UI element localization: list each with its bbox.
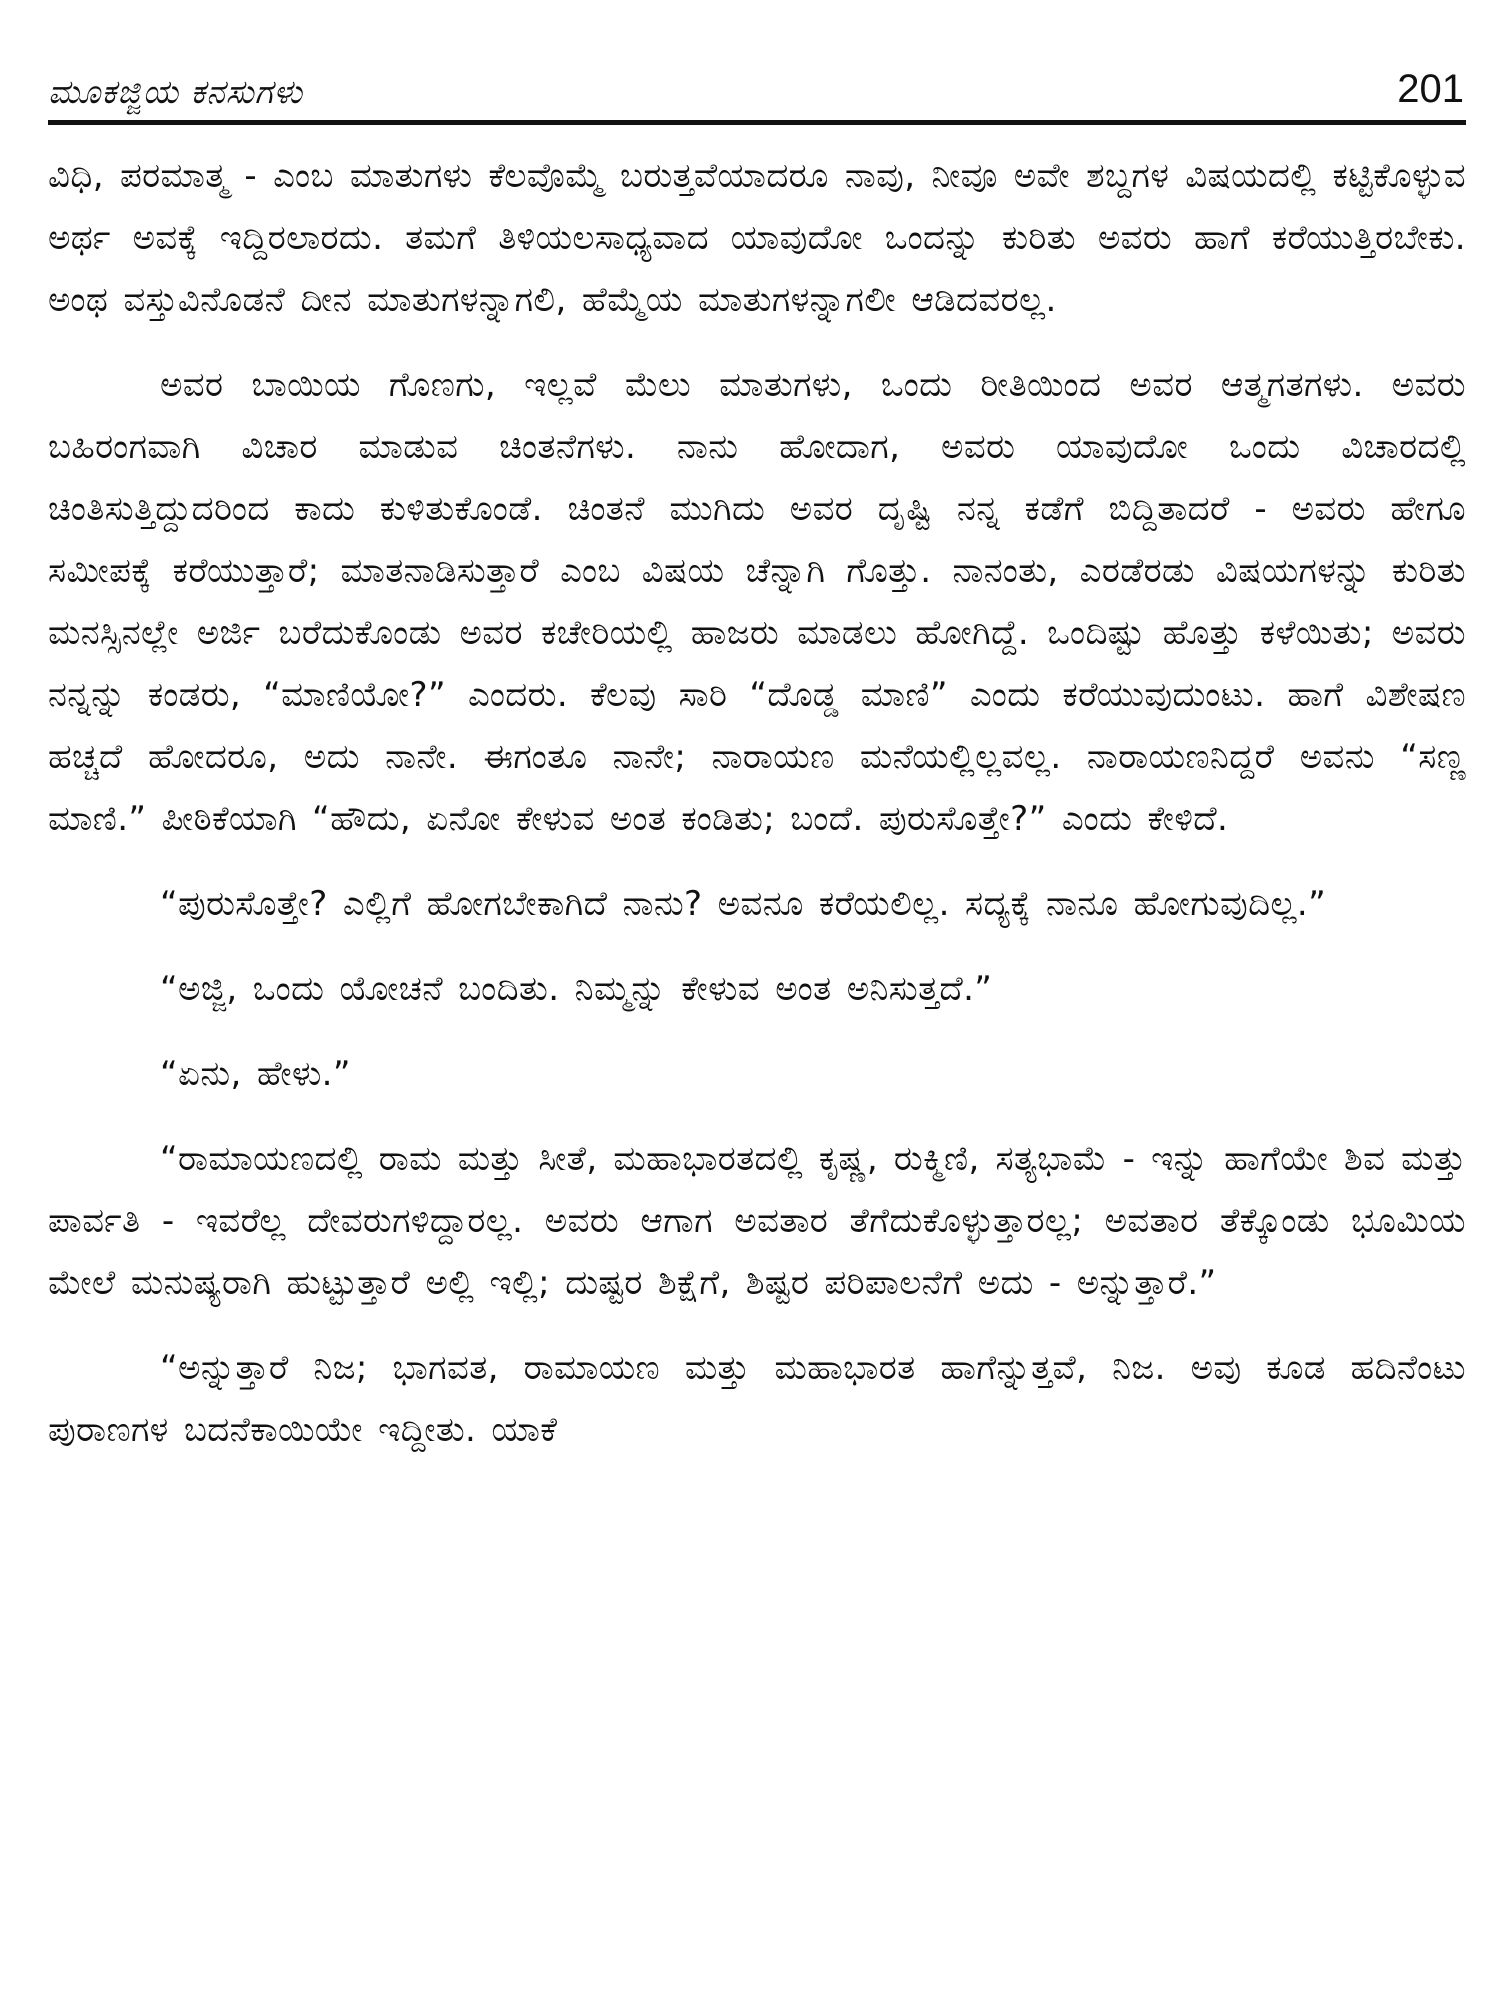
paragraph: “ರಾಮಾಯಣದಲ್ಲಿ ರಾಮ ಮತ್ತು ಸೀತೆ, ಮಹಾಭಾರತದಲ್ಲಿ ಕೃಷ್ಣ, ರುಕ್ಮಿಣಿ, ಸತ್ಯಭಾಮೆ - ಇನ್ನು ಹಾಗೆಯೇ ಶಿವ ಮತ್ತು ಪಾರ್ವತಿ - ಇವರೆಲ್ಲ ದೇವರುಗಳಿದ್ದಾರಲ್ಲ. ಅವರು ಆಗಾಗ ಅವತಾರ ತೆಗೆದುಕೊಳ್ಳುತ್ತಾರಲ್ಲ; ಅವತಾರ ತೆಕ್ಕೊಂಡು ಭೂಮಿಯ ಮೇಲೆ ಮನುಷ್ಯರಾಗಿ ಹುಟ್ಟುತ್ತಾರೆ ಅಲ್ಲಿ ಇಲ್ಲಿ; ದುಷ್ಟರ ಶಿಕ್ಷೆಗೆ, ಶಿಷ್ಟರ ಪರಿಪಾಲನೆಗೆ ಅದು - ಅನ್ನುತ್ತಾರೆ.” <box>48 1139 1466 1303</box>
book-page <box>48 60 1466 1484</box>
paragraph: “ಅಜ್ಜಿ, ಒಂದು ಯೋಚನೆ ಬಂದಿತು. ನಿಮ್ಮನ್ನು ಕೇಳುವ ಅಂತ ಅನಿಸುತ್ತದೆ.” <box>160 969 993 1009</box>
paragraph: ವಿಧಿ, ಪರಮಾತ್ಮ - ಎಂಬ ಮಾತುಗಳು ಕೆಲವೊಮ್ಮೆ ಬರುತ್ತವೆಯಾದರೂ ನಾವು, ನೀವೂ ಅವೇ ಶಬ್ದಗಳ ವಿಷಯದಲ್ಲಿ ಕಟ್ಟಿಕೊಳ್ಳುವ ಅರ್ಥ ಅವಕ್ಕೆ ಇದ್ದಿರಲಾರದು. ತಮಗೆ ತಿಳಿಯಲಸಾಧ್ಯವಾದ ಯಾವುದೋ ಒಂದನ್ನು ಕುರಿತು ಅವರು ಹಾಗೆ ಕರೆಯುತ್ತಿರಬೇಕು. ಅಂಥ ವಸ್ತುವಿನೊಡನೆ ದೀನ ಮಾತುಗಳನ್ನಾಗಲಿ, ಹೆಮ್ಮೆಯ ಮಾತುಗಳನ್ನಾಗಲೀ ಆಡಿದವರಲ್ಲ. <box>48 156 1466 320</box>
body-text <box>48 145 1466 1461</box>
page-number: 201 <box>1397 67 1464 111</box>
paragraph: “ಪುರುಸೊತ್ತೇ? ಎಲ್ಲಿಗೆ ಹೋಗಬೇಕಾಗಿದೆ ನಾನು? ಅವನೂ ಕರೆಯಲಿಲ್ಲ. ಸದ್ಯಕ್ಕೆ ನಾನೂ ಹೋಗುವುದಿಲ್ಲ.” <box>160 884 1327 924</box>
paragraph: “ಅನ್ನುತ್ತಾರೆ ನಿಜ; ಭಾಗವತ, ರಾಮಾಯಣ ಮತ್ತು ಮಹಾಭಾರತ ಹಾಗೆನ್ನುತ್ತವೆ, ನಿಜ. ಅವು ಕೂಡ ಹದಿನೆಂಟು ಪುರಾಣಗಳ ಬದನೆಕಾಯಿಯೇ ಇದ್ದೀತು. ಯಾಕೆ <box>48 1348 1466 1450</box>
running-title: ಮೂಕಜ್ಜಿಯ ಕನಸುಗಳು <box>48 72 304 111</box>
paragraph: “ಏನು, ಹೇಳು.” <box>160 1054 351 1094</box>
header-rule <box>48 120 1466 125</box>
running-head <box>48 60 1466 112</box>
paragraph: ಅವರ ಬಾಯಿಯ ಗೊಣಗು, ಇಲ್ಲವೆ ಮೆಲು ಮಾತುಗಳು, ಒಂದು ರೀತಿಯಿಂದ ಅವರ ಆತ್ಮಗತಗಳು. ಅವರು ಬಹಿರಂಗವಾಗಿ ವಿಚಾರ ಮಾಡುವ ಚಿಂತನೆಗಳು. ನಾನು ಹೋದಾಗ, ಅವರು ಯಾವುದೋ ಒಂದು ವಿಚಾರದಲ್ಲಿ ಚಿಂತಿಸುತ್ತಿದ್ದುದರಿಂದ ಕಾದು ಕುಳಿತುಕೊಂಡೆ. ಚಿಂತನೆ ಮುಗಿದು ಅವರ ದೃಷ್ಟಿ ನನ್ನ ಕಡೆಗೆ ಬಿದ್ದಿತಾದರೆ - ಅವರು ಹೇಗೂ ಸಮೀಪಕ್ಕೆ ಕರೆಯುತ್ತಾರೆ; ಮಾತನಾಡಿಸುತ್ತಾರೆ ಎಂಬ ವಿಷಯ ಚೆನ್ನಾಗಿ ಗೊತ್ತು. ನಾನಂತು, ಎರಡೆರಡು ವಿಷಯಗಳನ್ನು ಕುರಿತು ಮನಸ್ಸಿನಲ್ಲೇ ಅರ್ಜಿ ಬರೆದುಕೊಂಡು ಅವರ ಕಚೇರಿಯಲ್ಲಿ ಹಾಜರು ಮಾಡಲು ಹೋಗಿದ್ದೆ. ಒಂದಿಷ್ಟು ಹೊತ್ತು ಕಳೆಯಿತು; ಅವರು ನನ್ನನ್ನು ಕಂಡರು, “ಮಾಣಿಯೋ?” ಎಂದರು. ಕೆಲವು ಸಾರಿ “ದೊಡ್ಡ ಮಾಣಿ” ಎಂದು ಕರೆಯುವುದುಂಟು. ಹಾಗೆ ವಿಶೇಷಣ ಹಚ್ಚದೆ ಹೋದರೂ, ಅದು ನಾನೇ. ಈಗಂತೂ ನಾನೇ; ನಾರಾಯಣ ಮನೆಯಲ್ಲಿಲ್ಲವಲ್ಲ. ನಾರಾಯಣನಿದ್ದರೆ ಅವನು “ಸಣ್ಣ ಮಾಣಿ.” ಪೀಠಿಕೆಯಾಗಿ “ಹೌದು, ಏನೋ ಕೇಳುವ ಅಂತ ಕಂಡಿತು; ಬಂದೆ. ಪುರುಸೊತ್ತೇ?” ಎಂದು ಕೇಳಿದೆ. <box>48 365 1466 839</box>
